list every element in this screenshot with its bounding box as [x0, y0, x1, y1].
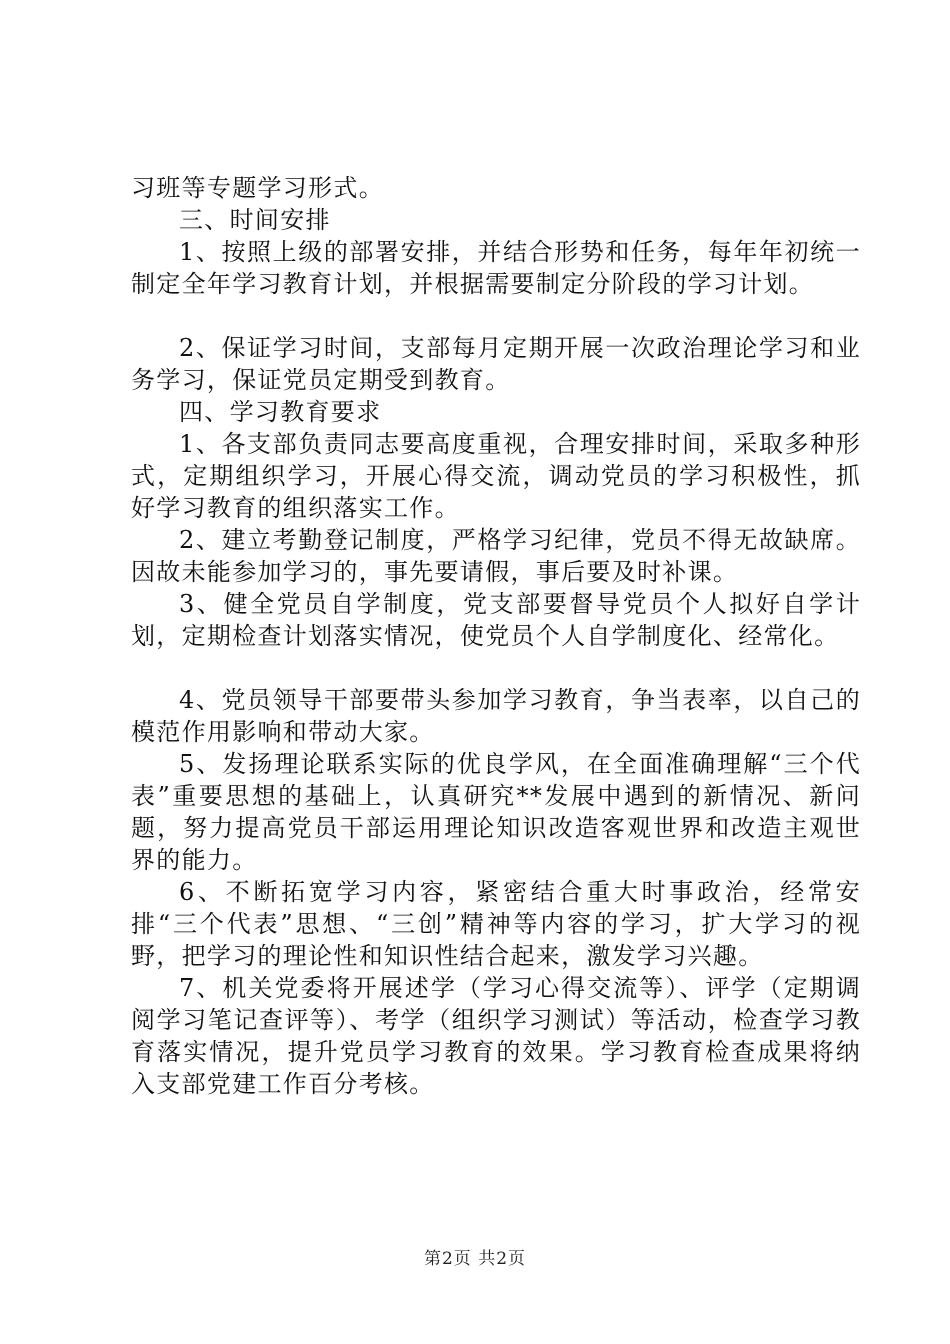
- paragraph-continuation: 习班等专题学习形式。: [131, 174, 384, 202]
- paragraph-spacer: [131, 300, 861, 332]
- paragraph-spacer: [131, 652, 861, 684]
- paragraph-schedule-2: 2、保证学习时间，支部每月定期开展一次政治理论学习和业务学习，保证党员定期受到教育。: [131, 334, 861, 394]
- paragraph-requirement-3: 3、健全党员自学制度，党支部要督导党员个人拟好自学计划，定期检查计划落实情况，使党员个人自学制度化、经常化。: [131, 590, 861, 650]
- paragraph-requirement-7: 7、机关党委将开展述学（学习心得交流等）、评学（定期调阅学习笔记查评等）、考学（组织学习测试）等活动，检查学习教育落实情况，提升党员学习教育的效果。学习教育检查成果将纳入支部党建工作百分考核。: [131, 974, 861, 1098]
- document-body: [131, 172, 861, 1100]
- paragraph-requirement-1: 1、各支部负责同志要高度重视，合理安排时间，采取多种形式，定期组织学习，开展心得交流，调动党员的学习积极性，抓好学习教育的组织落实工作。: [131, 430, 861, 522]
- paragraph-requirement-2: 2、建立考勤登记制度，严格学习纪律，党员不得无故缺席。因故未能参加学习的，事先要请假，事后要及时补课。: [131, 526, 861, 586]
- page-number-footer: 第2页 共2页: [423, 1249, 527, 1269]
- paragraph-requirement-6: 6、不断拓宽学习内容，紧密结合重大时事政治，经常安排“三个代表”思想、“三创”精神等内容的学习，扩大学习的视野，把学习的理论性和知识性结合起来，激发学习兴趣。: [131, 878, 861, 970]
- paragraph-requirement-4: 4、党员领导干部要带头参加学习教育，争当表率，以自己的模范作用影响和带动大家。: [131, 686, 861, 746]
- section-heading-requirements: 四、学习教育要求: [179, 398, 382, 426]
- section-heading-schedule: 三、时间安排: [179, 206, 331, 234]
- paragraph-requirement-5: 5、发扬理论联系实际的优良学风，在全面准确理解“三个代表”重要思想的基础上，认真研究**发展中遇到的新情况、新问题，努力提高党员干部运用理论知识改造客观世界和改造主观世界的能力。: [131, 750, 861, 874]
- paragraph-schedule-1: 1、按照上级的部署安排，并结合形势和任务，每年年初统一制定全年学习教育计划，并根据需要制定分阶段的学习计划。: [131, 238, 861, 298]
